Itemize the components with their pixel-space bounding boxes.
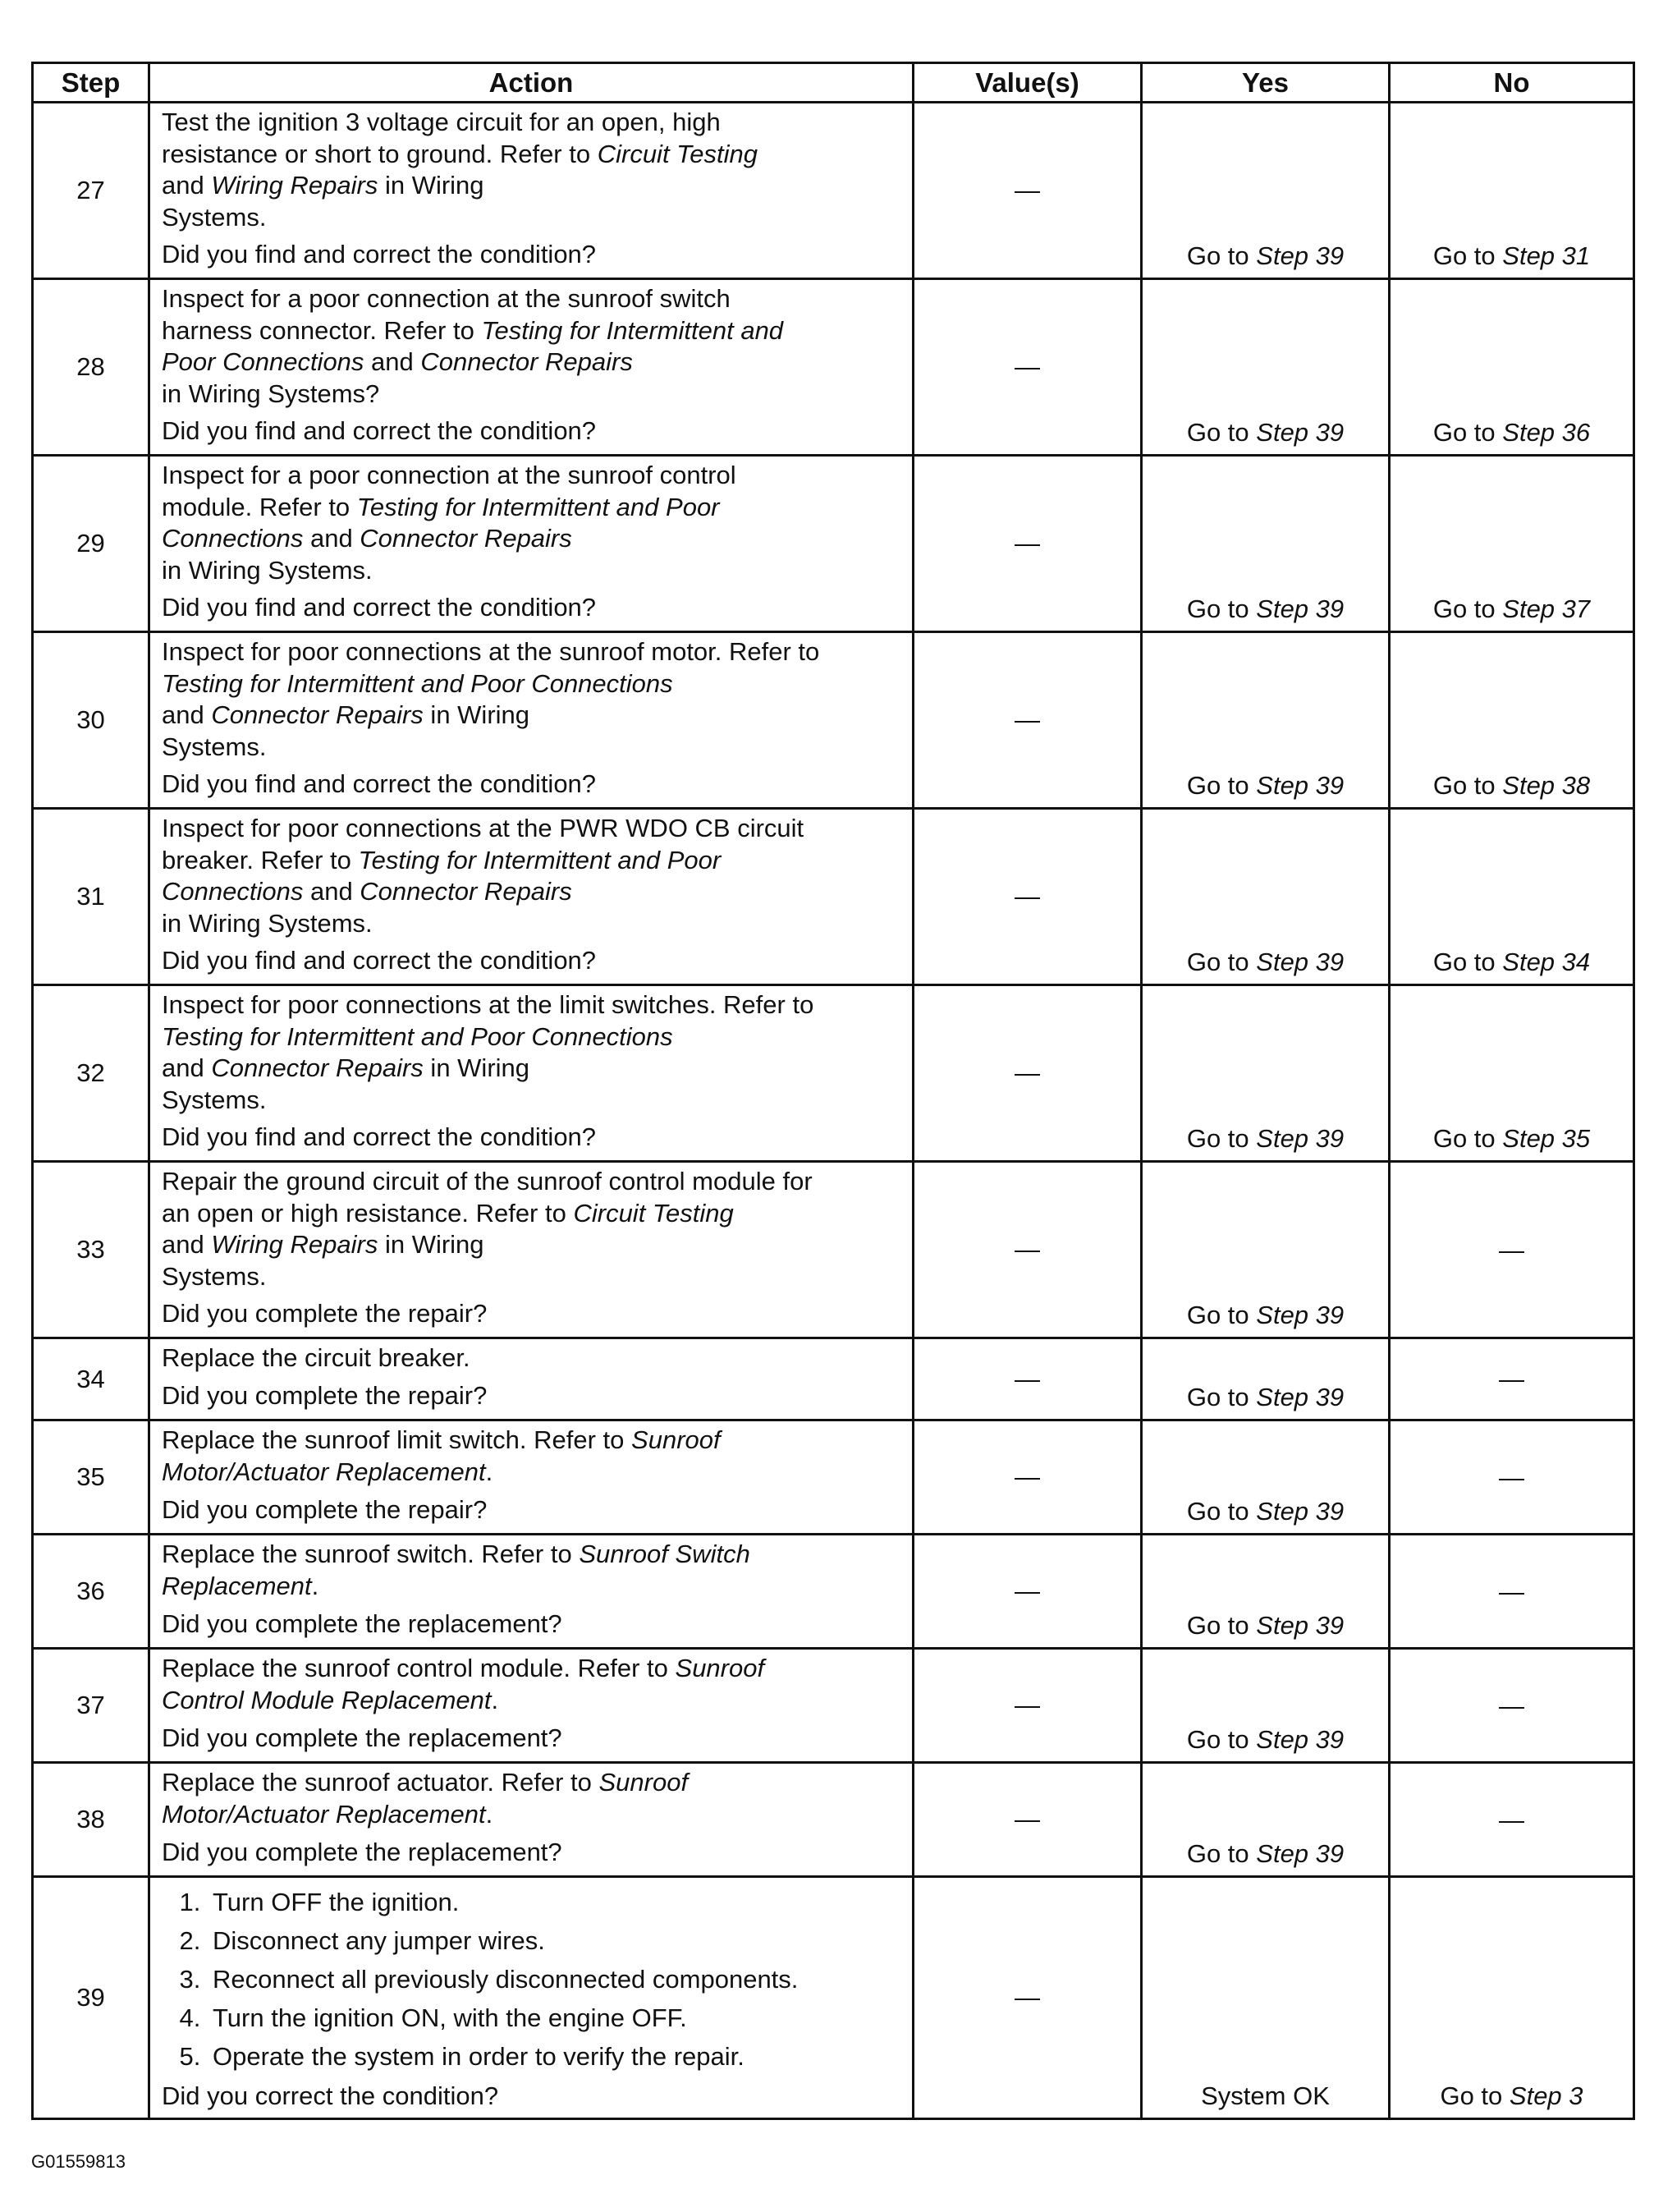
table-row	[33, 1420, 1634, 1535]
reference-text: Step 3	[1509, 2081, 1583, 2110]
text-segment: in Wiring	[423, 700, 530, 729]
reference-text: Testing for Intermittent and Poor Connections	[162, 1021, 673, 1051]
no-cell	[1390, 1535, 1634, 1649]
diagnostic-table	[31, 62, 1635, 2120]
reference-text: Poor Connections	[162, 347, 364, 376]
text-segment: —	[1499, 1462, 1524, 1492]
action-line	[162, 1685, 904, 1717]
action-line	[162, 1457, 904, 1489]
text-segment: Test the ignition 3 voltage circuit for an open, high	[162, 108, 721, 136]
text-segment: breaker. Refer to	[162, 845, 359, 874]
reference-text: Wiring Repairs	[211, 171, 378, 200]
action-cell	[149, 809, 914, 985]
action-cell	[149, 1649, 914, 1763]
value-cell: —	[914, 1535, 1142, 1649]
substep-item: 2. Disconnect any jumper wires.	[208, 1921, 904, 1960]
yes-cell	[1142, 1649, 1390, 1763]
action-line	[162, 1571, 904, 1603]
question-text: Did you complete the repair?	[162, 1298, 488, 1328]
text-segment: —	[1499, 1691, 1524, 1720]
text-segment: and	[303, 524, 360, 553]
action-line	[162, 1261, 904, 1293]
action-line	[162, 668, 904, 700]
header-values: Value(s)	[914, 63, 1142, 103]
text-segment: and	[162, 700, 212, 729]
no-cell	[1390, 985, 1634, 1162]
step-number: 32	[33, 985, 149, 1162]
question-text: Did you find and correct the condition?	[162, 1122, 597, 1151]
table-row	[33, 632, 1634, 809]
no-cell	[1390, 1763, 1634, 1877]
value-cell: —	[914, 279, 1142, 456]
text-segment: in Wiring Systems.	[162, 555, 373, 585]
action-line	[162, 1198, 904, 1230]
text-segment: Replace the sunroof switch. Refer to	[162, 1540, 580, 1568]
yes-cell	[1142, 279, 1390, 456]
reference-text: Control Module Replacement	[162, 1685, 492, 1714]
reference-text: Motor/Actuator Replacement	[162, 1799, 486, 1829]
table-row	[33, 809, 1634, 985]
text-segment: Go to	[1440, 2081, 1510, 2110]
reference-text: Connector Repairs	[211, 1053, 424, 1082]
action-cell	[149, 985, 914, 1162]
action-cell	[149, 1420, 914, 1535]
no-cell	[1390, 632, 1634, 809]
reference-text: Replacement	[162, 1571, 312, 1600]
text-segment: —	[1499, 1805, 1524, 1834]
no-cell	[1390, 1420, 1634, 1535]
reference-text: Step 34	[1502, 948, 1591, 976]
reference-text: Step 39	[1256, 594, 1345, 623]
step-number: 31	[33, 809, 149, 985]
action-line	[162, 700, 904, 732]
action-line	[162, 876, 904, 908]
text-segment: in Wiring Systems.	[162, 908, 373, 938]
value-cell: —	[914, 456, 1142, 632]
substep-list	[162, 1883, 904, 2076]
text-segment: Inspect for a poor connection at the sunroof control	[162, 461, 736, 489]
substep-item: 3. Reconnect all previously disconnected components.	[208, 1960, 904, 1999]
step-number: 38	[33, 1763, 149, 1877]
no-cell	[1390, 1649, 1634, 1763]
text-segment: —	[1499, 1365, 1524, 1393]
step-number: 34	[33, 1338, 149, 1420]
substep-item: 5. Operate the system in order to verify the repair.	[208, 2037, 904, 2076]
yes-cell	[1142, 103, 1390, 279]
question-text: Did you complete the repair?	[162, 1494, 488, 1524]
reference-text: Circuit Testing	[573, 1198, 734, 1228]
text-segment: module. Refer to	[162, 492, 357, 521]
text-segment: Inspect for poor connections at the sunroof motor. Refer to	[162, 637, 820, 666]
value-cell: —	[914, 809, 1142, 985]
yes-cell	[1142, 1535, 1390, 1649]
reference-text: Sunroof Switch	[579, 1540, 750, 1568]
reference-text: Step 39	[1256, 1124, 1345, 1153]
question-text: Did you find and correct the condition?	[162, 415, 597, 445]
step-number: 27	[33, 103, 149, 279]
value-cell: —	[914, 985, 1142, 1162]
yes-cell	[1142, 1338, 1390, 1420]
action-cell	[149, 632, 914, 809]
reference-text: Step 38	[1502, 771, 1591, 800]
action-line	[162, 908, 904, 940]
action-line	[162, 1653, 904, 1685]
text-segment: .	[491, 1685, 499, 1714]
table-row	[33, 985, 1634, 1162]
reference-text: Step 39	[1256, 1497, 1345, 1526]
yes-cell	[1142, 985, 1390, 1162]
text-segment: Replace the sunroof actuator. Refer to	[162, 1768, 599, 1797]
reference-text: Step 39	[1256, 1725, 1345, 1754]
no-cell	[1390, 456, 1634, 632]
action-line	[162, 555, 904, 587]
header-step: Step	[33, 63, 149, 103]
table-row	[33, 1535, 1634, 1649]
question-text: Did you find and correct the condition?	[162, 945, 597, 975]
action-line	[162, 283, 904, 315]
action-line	[162, 170, 904, 202]
question-text: Did you complete the replacement?	[162, 1837, 562, 1866]
no-cell	[1390, 103, 1634, 279]
figure-code: G01559813	[31, 2151, 126, 2172]
value-cell: —	[914, 1420, 1142, 1535]
step-number: 35	[33, 1420, 149, 1535]
header-action: Action	[149, 63, 914, 103]
action-line	[162, 202, 904, 234]
action-line	[162, 492, 904, 524]
text-segment: Repair the ground circuit of the sunroof control module for	[162, 1167, 813, 1195]
action-cell	[149, 456, 914, 632]
reference-text: Step 39	[1256, 1301, 1345, 1329]
text-segment: Systems.	[162, 1085, 267, 1114]
no-cell	[1390, 1162, 1634, 1338]
action-line	[162, 346, 904, 379]
text-segment: Go to	[1186, 1725, 1257, 1754]
question-text: Did you find and correct the condition?	[162, 769, 597, 798]
action-line	[162, 1425, 904, 1457]
table-row	[33, 1649, 1634, 1763]
question-text: Did you complete the replacement?	[162, 1723, 562, 1752]
reference-text: Step 39	[1256, 1611, 1345, 1640]
text-segment: Go to	[1432, 771, 1503, 800]
reference-text: Sunroof	[598, 1768, 689, 1797]
text-segment: and	[162, 1230, 212, 1259]
header-no: No	[1390, 63, 1634, 103]
value-cell: —	[914, 1162, 1142, 1338]
text-segment: Go to	[1432, 948, 1503, 976]
text-segment: in Wiring Systems?	[162, 379, 380, 408]
reference-text: Connections	[162, 524, 304, 553]
text-segment: Systems.	[162, 732, 267, 761]
table-row	[33, 1338, 1634, 1420]
table-row	[33, 103, 1634, 279]
step-number: 37	[33, 1649, 149, 1763]
action-line	[162, 845, 904, 877]
action-cell	[149, 1877, 914, 2119]
value-cell: —	[914, 1338, 1142, 1420]
action-cell	[149, 1535, 914, 1649]
text-segment: Go to	[1186, 241, 1257, 270]
text-segment: Inspect for poor connections at the limit switches. Refer to	[162, 990, 814, 1019]
text-segment: Go to	[1432, 418, 1503, 447]
text-segment: in Wiring	[378, 171, 484, 200]
text-segment: in Wiring	[423, 1053, 530, 1082]
reference-text: Step 37	[1502, 594, 1591, 623]
text-segment: Go to	[1186, 948, 1257, 976]
table-row	[33, 1877, 1634, 2119]
text-segment: .	[311, 1571, 319, 1600]
reference-text: Step 31	[1502, 241, 1591, 270]
action-line	[162, 460, 904, 492]
text-segment: harness connector. Refer to	[162, 315, 482, 345]
reference-text: Connector Repairs	[360, 877, 572, 906]
text-segment: Go to	[1186, 418, 1257, 447]
reference-text: Testing for Intermittent and Poor Connections	[162, 668, 673, 698]
reference-text: Step 39	[1256, 1839, 1345, 1868]
question-text: Did you correct the condition?	[162, 2081, 499, 2110]
value-cell: —	[914, 1763, 1142, 1877]
text-segment: Replace the sunroof limit switch. Refer to	[162, 1425, 632, 1454]
action-line	[162, 636, 904, 668]
step-number: 39	[33, 1877, 149, 2119]
action-line	[162, 107, 904, 139]
yes-cell	[1142, 1763, 1390, 1877]
text-segment: Replace the circuit breaker.	[162, 1343, 470, 1372]
yes-cell	[1142, 809, 1390, 985]
reference-text: Sunroof	[675, 1654, 765, 1682]
substep-item: 4. Turn the ignition ON, with the engine OFF.	[208, 1999, 904, 2037]
no-cell	[1390, 279, 1634, 456]
action-line	[162, 139, 904, 171]
step-number: 28	[33, 279, 149, 456]
action-line	[162, 1767, 904, 1799]
reference-text: Step 39	[1256, 948, 1345, 976]
text-segment: Inspect for a poor connection at the sunroof switch	[162, 284, 731, 313]
action-line	[162, 732, 904, 764]
text-segment: Go to	[1186, 1497, 1257, 1526]
question-text: Did you complete the repair?	[162, 1380, 488, 1410]
text-segment: .	[485, 1799, 493, 1829]
header-row	[33, 63, 1634, 103]
text-segment: Go to	[1432, 594, 1503, 623]
action-line	[162, 523, 904, 555]
action-cell	[149, 1763, 914, 1877]
text-segment: Go to	[1186, 594, 1257, 623]
table-row	[33, 1763, 1634, 1877]
action-line	[162, 1166, 904, 1198]
step-number: 30	[33, 632, 149, 809]
action-line	[162, 1085, 904, 1117]
yes-cell	[1142, 1162, 1390, 1338]
text-segment: Go to	[1186, 1301, 1257, 1329]
reference-text: Step 39	[1256, 418, 1345, 447]
yes-cell	[1142, 1877, 1390, 2119]
reference-text: Step 36	[1502, 418, 1591, 447]
step-number: 33	[33, 1162, 149, 1338]
text-segment: System OK	[1201, 2081, 1330, 2110]
text-segment: .	[485, 1457, 493, 1486]
value-cell: —	[914, 1649, 1142, 1763]
text-segment: —	[1499, 1235, 1524, 1264]
no-cell	[1390, 809, 1634, 985]
action-line	[162, 1021, 904, 1053]
text-segment: resistance or short to ground. Refer to	[162, 139, 598, 168]
table-row	[33, 456, 1634, 632]
reference-text: Motor/Actuator Replacement	[162, 1457, 486, 1486]
action-line	[162, 379, 904, 411]
text-segment: Inspect for poor connections at the PWR WDO CB circuit	[162, 814, 804, 842]
text-segment: Systems.	[162, 1261, 267, 1291]
header-yes: Yes	[1142, 63, 1390, 103]
reference-text: Connector Repairs	[420, 347, 633, 376]
text-segment: an open or high resistance. Refer to	[162, 1198, 574, 1228]
reference-text: Testing for Intermittent and Poor	[356, 492, 720, 521]
action-line	[162, 1229, 904, 1261]
action-line	[162, 1053, 904, 1085]
substep-item: 1. Turn OFF the ignition.	[208, 1883, 904, 1921]
text-segment: —	[1499, 1576, 1524, 1606]
text-segment: and	[162, 171, 212, 200]
reference-text: Connector Repairs	[211, 700, 424, 729]
action-line	[162, 315, 904, 347]
step-number: 29	[33, 456, 149, 632]
text-segment: Go to	[1432, 1124, 1503, 1153]
yes-cell	[1142, 456, 1390, 632]
reference-text: Wiring Repairs	[211, 1230, 378, 1259]
reference-text: Step 35	[1502, 1124, 1591, 1153]
reference-text: Testing for Intermittent and	[481, 315, 784, 345]
text-segment: Replace the sunroof control module. Refer to	[162, 1654, 676, 1682]
yes-cell	[1142, 632, 1390, 809]
no-cell	[1390, 1338, 1634, 1420]
reference-text: Step 39	[1256, 1383, 1345, 1411]
yes-cell	[1142, 1420, 1390, 1535]
table-row	[33, 279, 1634, 456]
text-segment: Go to	[1186, 1611, 1257, 1640]
question-text: Did you complete the replacement?	[162, 1609, 562, 1638]
text-segment: Go to	[1186, 1383, 1257, 1411]
text-segment: Go to	[1432, 241, 1503, 270]
reference-text: Step 39	[1256, 241, 1345, 270]
action-cell	[149, 103, 914, 279]
value-cell: —	[914, 1877, 1142, 2119]
text-segment: and	[162, 1053, 212, 1082]
reference-text: Connector Repairs	[360, 524, 572, 553]
reference-text: Step 39	[1256, 771, 1345, 800]
step-number: 36	[33, 1535, 149, 1649]
reference-text: Connections	[162, 877, 304, 906]
action-cell	[149, 279, 914, 456]
action-line	[162, 1539, 904, 1571]
value-cell: —	[914, 103, 1142, 279]
text-segment: Go to	[1186, 771, 1257, 800]
table-row	[33, 1162, 1634, 1338]
text-segment: Go to	[1186, 1124, 1257, 1153]
text-segment: Go to	[1186, 1839, 1257, 1868]
action-line	[162, 989, 904, 1021]
action-line	[162, 813, 904, 845]
no-cell	[1390, 1877, 1634, 2119]
action-line	[162, 1342, 904, 1374]
text-segment: and	[303, 877, 360, 906]
reference-text: Circuit Testing	[597, 139, 758, 168]
question-text: Did you find and correct the condition?	[162, 592, 597, 622]
text-segment: Systems.	[162, 202, 267, 232]
reference-text: Testing for Intermittent and Poor	[358, 845, 722, 874]
action-line	[162, 1799, 904, 1831]
action-cell	[149, 1162, 914, 1338]
question-text: Did you find and correct the condition?	[162, 239, 597, 268]
action-cell	[149, 1338, 914, 1420]
text-segment: in Wiring	[378, 1230, 484, 1259]
reference-text: Sunroof	[631, 1425, 721, 1454]
value-cell: —	[914, 632, 1142, 809]
text-segment: and	[364, 347, 421, 376]
table-body	[33, 103, 1634, 2119]
